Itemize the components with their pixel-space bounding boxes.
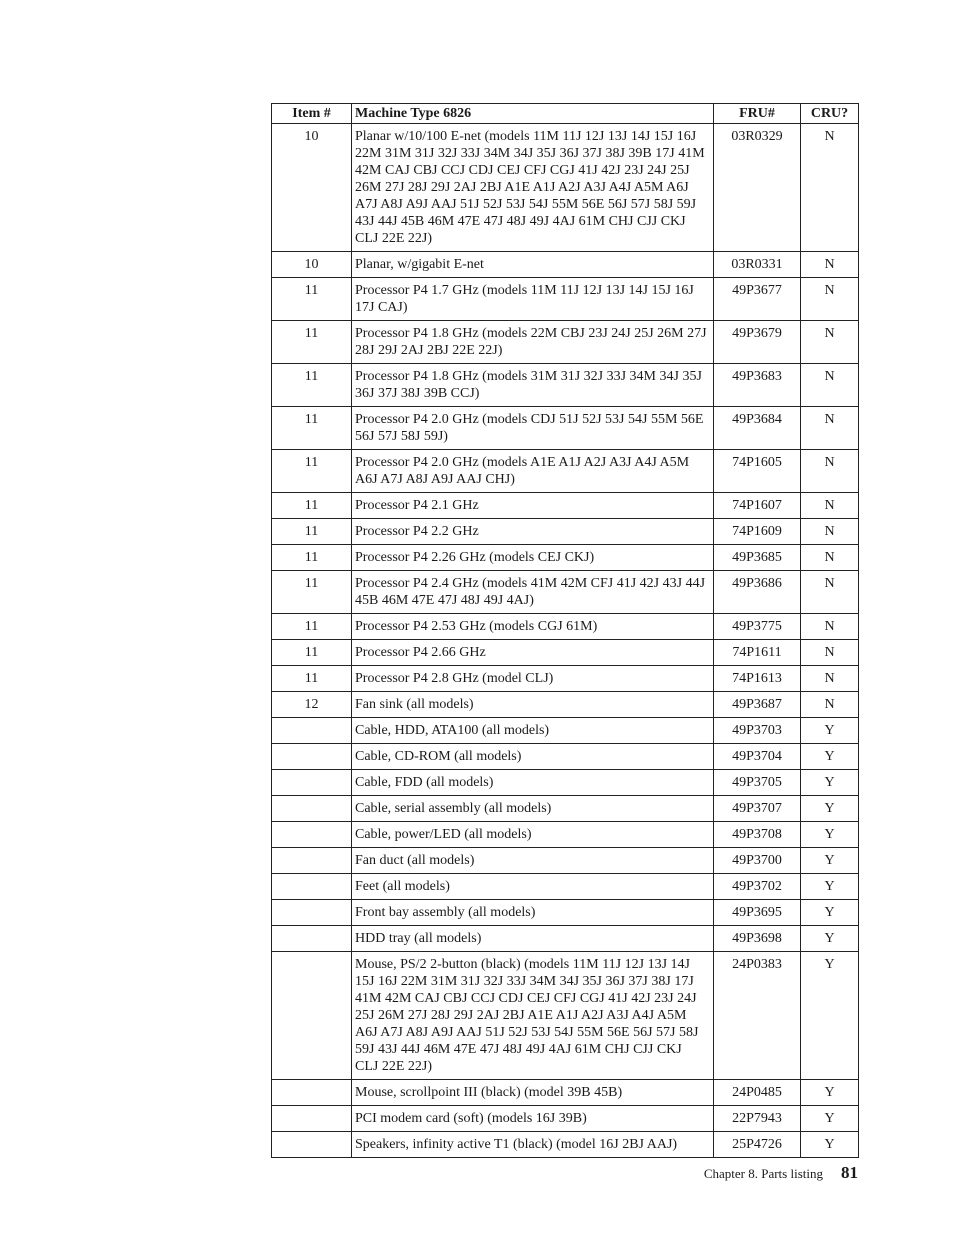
cell-item: 11 <box>272 614 352 640</box>
cell-description: Planar w/10/100 E-net (models 11M 11J 12J 13J 14J 15J 16J 22M 31M 31J 32J 33J 34M 34J 35J 36J 37J 38J 39B 17J 41M 42M CAJ CBJ CCJ CDJ CEJ CFJ CGJ 41J 42J 23J 24J 25J 26M 27J 28J 29J 2AJ 2BJ A1E A1J A2J A3J A4J A5M A6J A7J A8J A9J AAJ 51J 52J 53J 54J 55M 56E 56J 57J 58J 59J 43J 44J 45B 46M 47E 47J 48J 49J 4AJ 61M CHJ CJJ CKJ CLJ 22E 22J) <box>352 124 714 252</box>
cell-fru: 49P3703 <box>714 718 801 744</box>
cell-item: 12 <box>272 692 352 718</box>
cell-description: Processor P4 1.8 GHz (models 22M CBJ 23J 24J 25J 26M 27J 28J 29J 2AJ 2BJ 22E 22J) <box>352 321 714 364</box>
cell-item <box>272 796 352 822</box>
cell-fru: 74P1611 <box>714 640 801 666</box>
cell-description: Front bay assembly (all models) <box>352 900 714 926</box>
cell-cru: Y <box>801 926 859 952</box>
cell-description: Fan duct (all models) <box>352 848 714 874</box>
table-row <box>272 926 859 952</box>
table-row <box>272 900 859 926</box>
cell-cru: N <box>801 545 859 571</box>
table-header-row <box>272 104 859 124</box>
cell-fru: 49P3707 <box>714 796 801 822</box>
table-row <box>272 822 859 848</box>
cell-fru: 49P3775 <box>714 614 801 640</box>
cell-description: Fan sink (all models) <box>352 692 714 718</box>
cell-cru: N <box>801 450 859 493</box>
cell-cru: Y <box>801 1132 859 1158</box>
cell-description: Mouse, scrollpoint III (black) (model 39B 45B) <box>352 1080 714 1106</box>
cell-fru: 49P3679 <box>714 321 801 364</box>
table-row <box>272 640 859 666</box>
cell-item: 11 <box>272 666 352 692</box>
cell-cru: N <box>801 278 859 321</box>
cell-description: Processor P4 1.7 GHz (models 11M 11J 12J 13J 14J 15J 16J 17J CAJ) <box>352 278 714 321</box>
table-row <box>272 770 859 796</box>
table-row <box>272 614 859 640</box>
cell-fru: 22P7943 <box>714 1106 801 1132</box>
cell-fru: 24P0383 <box>714 952 801 1080</box>
cell-cru: Y <box>801 770 859 796</box>
cell-description: Cable, power/LED (all models) <box>352 822 714 848</box>
table-row <box>272 571 859 614</box>
cell-fru: 49P3705 <box>714 770 801 796</box>
cell-description: HDD tray (all models) <box>352 926 714 952</box>
cell-description: Processor P4 2.4 GHz (models 41M 42M CFJ 41J 42J 43J 44J 45B 46M 47E 47J 48J 49J 4AJ) <box>352 571 714 614</box>
table-row <box>272 1080 859 1106</box>
cell-cru: N <box>801 252 859 278</box>
cell-item <box>272 900 352 926</box>
table-row <box>272 718 859 744</box>
cell-cru: Y <box>801 1106 859 1132</box>
cell-item: 10 <box>272 252 352 278</box>
table-row <box>272 278 859 321</box>
cell-cru: Y <box>801 718 859 744</box>
cell-cru: Y <box>801 874 859 900</box>
cell-cru: N <box>801 519 859 545</box>
table-row <box>272 952 859 1080</box>
cell-item: 11 <box>272 364 352 407</box>
cell-cru: Y <box>801 796 859 822</box>
table-row <box>272 124 859 252</box>
table-row <box>272 545 859 571</box>
cell-fru: 74P1609 <box>714 519 801 545</box>
cell-item: 11 <box>272 519 352 545</box>
cell-description: Speakers, infinity active T1 (black) (model 16J 2BJ AAJ) <box>352 1132 714 1158</box>
cell-item <box>272 822 352 848</box>
header-fru: FRU# <box>714 104 801 124</box>
cell-fru: 49P3686 <box>714 571 801 614</box>
cell-description: PCI modem card (soft) (models 16J 39B) <box>352 1106 714 1132</box>
cell-item <box>272 926 352 952</box>
cell-cru: N <box>801 571 859 614</box>
cell-description: Processor P4 2.0 GHz (models CDJ 51J 52J 53J 54J 55M 56E 56J 57J 58J 59J) <box>352 407 714 450</box>
cell-fru: 03R0331 <box>714 252 801 278</box>
cell-item <box>272 1132 352 1158</box>
cell-item: 11 <box>272 640 352 666</box>
table-row <box>272 407 859 450</box>
cell-fru: 49P3700 <box>714 848 801 874</box>
cell-description: Processor P4 2.1 GHz <box>352 493 714 519</box>
cell-cru: Y <box>801 952 859 1080</box>
cell-fru: 25P4726 <box>714 1132 801 1158</box>
cell-fru: 49P3687 <box>714 692 801 718</box>
table-row <box>272 666 859 692</box>
cell-description: Processor P4 2.2 GHz <box>352 519 714 545</box>
cell-item <box>272 1106 352 1132</box>
cell-description: Mouse, PS/2 2-button (black) (models 11M 11J 12J 13J 14J 15J 16J 22M 31M 31J 32J 33J 34M 34J 35J 36J 37J 38J 17J 41M 42M CAJ CBJ CCJ CDJ CEJ CFJ CGJ 41J 42J 23J 24J 25J 26M 27J 28J 29J 2AJ 2BJ A1E A1J A2J A3J A4J A5M A6J A7J A8J A9J AAJ 51J 52J 53J 54J 55M 56E 56J 57J 58J 59J 43J 44J 46M 47E 47J 48J 49J 4AJ 61M CHJ CJJ CKJ CLJ 22E 22J) <box>352 952 714 1080</box>
cell-description: Planar, w/gigabit E-net <box>352 252 714 278</box>
cell-item <box>272 744 352 770</box>
cell-fru: 49P3685 <box>714 545 801 571</box>
cell-item: 11 <box>272 321 352 364</box>
header-description: Machine Type 6826 <box>352 104 714 124</box>
cell-cru: N <box>801 493 859 519</box>
table-body <box>272 124 859 1158</box>
cell-description: Processor P4 2.26 GHz (models CEJ CKJ) <box>352 545 714 571</box>
table-row <box>272 364 859 407</box>
cell-cru: N <box>801 692 859 718</box>
cell-fru: 74P1605 <box>714 450 801 493</box>
table-row <box>272 796 859 822</box>
cell-description: Cable, serial assembly (all models) <box>352 796 714 822</box>
cell-item <box>272 718 352 744</box>
table-row <box>272 252 859 278</box>
table-row <box>272 519 859 545</box>
cell-cru: Y <box>801 848 859 874</box>
cell-fru: 49P3684 <box>714 407 801 450</box>
table-row <box>272 321 859 364</box>
cell-cru: N <box>801 364 859 407</box>
cell-item: 10 <box>272 124 352 252</box>
cell-fru: 49P3704 <box>714 744 801 770</box>
cell-fru: 49P3695 <box>714 900 801 926</box>
parts-table <box>271 103 859 1158</box>
page-footer <box>704 1163 858 1183</box>
cell-fru: 03R0329 <box>714 124 801 252</box>
cell-item: 11 <box>272 407 352 450</box>
cell-fru: 49P3677 <box>714 278 801 321</box>
cell-description: Processor P4 2.53 GHz (models CGJ 61M) <box>352 614 714 640</box>
chapter-title: Chapter 8. Parts listing <box>703 1166 823 1181</box>
cell-cru: Y <box>801 1080 859 1106</box>
cell-description: Cable, HDD, ATA100 (all models) <box>352 718 714 744</box>
cell-item: 11 <box>272 278 352 321</box>
table-row <box>272 874 859 900</box>
table-row <box>272 1106 859 1132</box>
cell-fru: 49P3698 <box>714 926 801 952</box>
table-row <box>272 692 859 718</box>
table-row <box>272 744 859 770</box>
cell-item: 11 <box>272 493 352 519</box>
header-item: Item # <box>272 104 352 124</box>
cell-item: 11 <box>272 545 352 571</box>
cell-cru: N <box>801 666 859 692</box>
cell-fru: 74P1607 <box>714 493 801 519</box>
cell-cru: Y <box>801 822 859 848</box>
cell-fru: 74P1613 <box>714 666 801 692</box>
cell-cru: N <box>801 321 859 364</box>
cell-item <box>272 952 352 1080</box>
table-row <box>272 848 859 874</box>
cell-cru: Y <box>801 744 859 770</box>
cell-fru: 49P3683 <box>714 364 801 407</box>
cell-item <box>272 848 352 874</box>
header-cru: CRU? <box>801 104 859 124</box>
cell-description: Processor P4 2.0 GHz (models A1E A1J A2J A3J A4J A5M A6J A7J A8J A9J AAJ CHJ) <box>352 450 714 493</box>
cell-item: 11 <box>272 571 352 614</box>
cell-cru: Y <box>801 900 859 926</box>
cell-fru: 49P3708 <box>714 822 801 848</box>
cell-description: Feet (all models) <box>352 874 714 900</box>
cell-cru: N <box>801 614 859 640</box>
cell-fru: 24P0485 <box>714 1080 801 1106</box>
cell-cru: N <box>801 407 859 450</box>
cell-fru: 49P3702 <box>714 874 801 900</box>
cell-item <box>272 874 352 900</box>
page-number: 81 <box>841 1163 858 1182</box>
cell-description: Processor P4 2.66 GHz <box>352 640 714 666</box>
cell-description: Cable, CD-ROM (all models) <box>352 744 714 770</box>
table-row <box>272 1132 859 1158</box>
cell-description: Processor P4 2.8 GHz (model CLJ) <box>352 666 714 692</box>
cell-description: Processor P4 1.8 GHz (models 31M 31J 32J 33J 34M 34J 35J 36J 37J 38J 39B CCJ) <box>352 364 714 407</box>
cell-item <box>272 770 352 796</box>
table-row <box>272 493 859 519</box>
cell-item: 11 <box>272 450 352 493</box>
table-row <box>272 450 859 493</box>
cell-cru: N <box>801 640 859 666</box>
cell-item <box>272 1080 352 1106</box>
cell-cru: N <box>801 124 859 252</box>
cell-description: Cable, FDD (all models) <box>352 770 714 796</box>
